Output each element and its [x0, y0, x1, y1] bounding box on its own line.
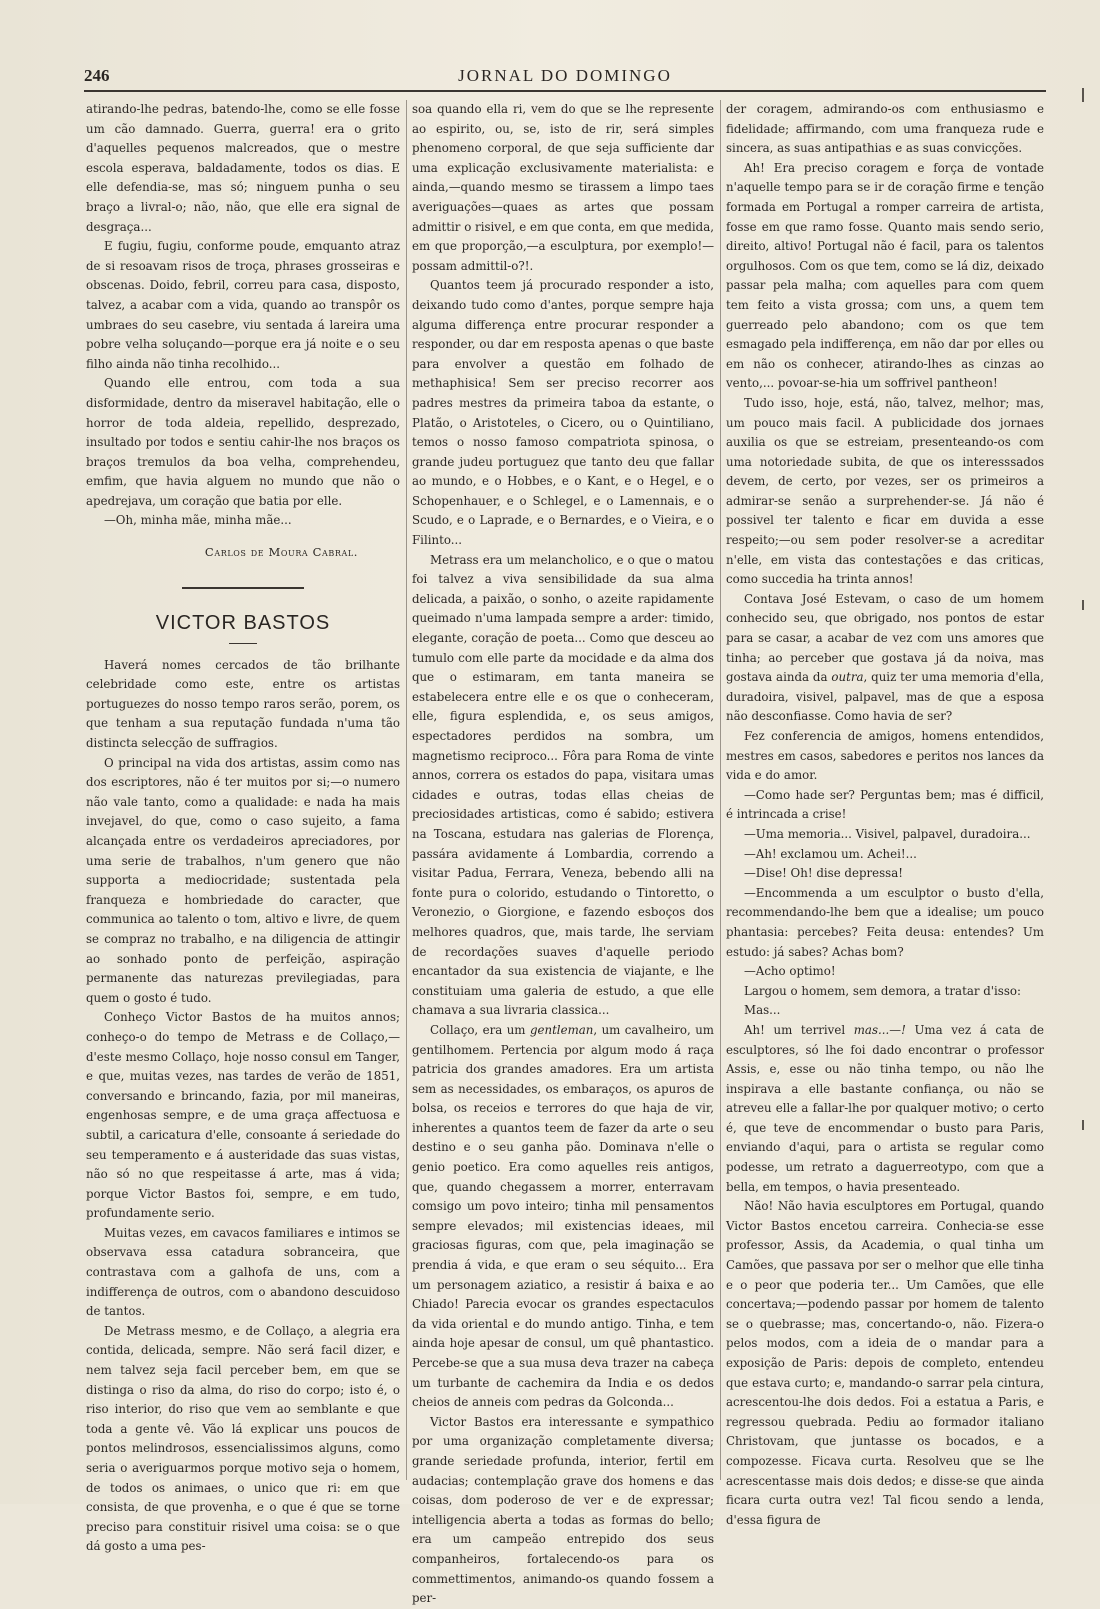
paragraph: Muitas vezes, em cavacos familiares e intimos se observava essa catadura sobranceira, que contrastava com a galhofa de uns, com a indifferença de outros, com o abandono descuidoso de tantos. [86, 1225, 400, 1319]
paragraph: —Ah! exclamou um. Achei!... [744, 846, 917, 861]
margin-mark [1082, 88, 1084, 102]
paragraph: Contava José Estevam, o caso de um homem conhecido seu, que obrigado, nos pontos de estar para se casar, a acabar de vez com uns amores que tinha; ao perceber que gostava já da noiva, mas gostava ainda da outra, quiz ter uma memoria d'ella, duradoira, visivel, palpavel, mas de que a esposa não desconfiasse. Como havia de ser? [726, 591, 1044, 724]
emphasis: mas...—! [853, 1022, 906, 1037]
paragraph: Ah! Era preciso coragem e força de vontade n'aquelle tempo para se ir de coração firme e tenção formada em Portugal a romper carreira de artista, fosse em que ramo fosse. Quanto mais sendo serio, direito, altivo! Portugal não é facil, para os talentos orgulhosos. Com os que tem, como se lá diz, deixado passar pela malha; com aquelles para com quem tem feito a vista grossa; com uns, a quem tem guerreado pelo abandono; com os que tem esmagado pela indifferença, em não dar por elles ou em não os conhecer, atirando-lhes as cinzas ao vento,... povoar-se-hia um soffrivel pantheon! [726, 160, 1044, 391]
margin-mark [1082, 600, 1084, 610]
paragraph: —Dise! Oh! dise depressa! [744, 866, 904, 881]
running-header [84, 66, 1046, 88]
paragraph: —Oh, minha mãe, minha mãe... [104, 513, 292, 528]
paragraph: E fugiu, fugiu, conforme poude, emquanto atraz de si resoavam risos de troça, phrases grosseiras e obscenas. Doido, febril, correu para casa, disposto, talvez, a acabar com a vida, quando ao transpôr os umbraes do seu casebre, viu sentada á lareira uma pobre velha soluçando—porque era já noite e o seu filho ainda não tinha recolhido... [86, 239, 400, 371]
paragraph: De Metrass mesmo, e de Collaço, a alegria era contida, delicada, sempre. Não será facil dizer, e nem talvez seja facil perceber bem, em que se distinga o riso da alma, do riso do corpo; isto é, o riso interior, do riso que vem ao semblante e que toda a gente vê. Vão lá explicar uns poucos de pontos melindrosos, essencialissimos alguns, como seria o averiguarmos porque motivo seja o homem, de todos os animaes, o unico que ri: em que consista, de que provenha, e o que é que se torne preciso para constituir risivel uma coisa: se o que dá gosto a uma pes- [86, 1323, 400, 1554]
paragraph: Mas... [744, 1003, 781, 1018]
text-column-2 [412, 100, 714, 1606]
paragraph: —Como hade ser? Perguntas bem; mas é difficil, é intrincada a crise! [726, 787, 1044, 822]
paragraph: Collaço, era um gentleman, um cavalheiro, um gentilhomem. Pertencia por algum modo á raça patricia dos grandes amadores. Era um artista sem as necessidades, os embaraços, os apuros de bolsa, os receios e terrores do que haja de vir, inherentes a quantos teem de fazer da arte o seu destino e o seu ganha pão. Dominava n'elle o genio poetico. Era como aquelles reis antigos, que, quando chegassem a morrer, enterravam comsigo um povo inteiro; tinha mil pensamentos sempre elevados; mil existencias ideaes, mil graciosas figuras, com que, pela imaginação se prendia á vida, e que eram o seu séquito... Era um personagem aziatico, a resistir á baixa e ao Chiado! Parecia evocar os grandes espectaculos da vida oriental e do mundo antigo. Tinha, e tem ainda hoje apesar de consul, um quê phantastico. Percebe-se que a sua musa deva trazer na cabeça um turbante de cachemira da India e os dedos cheios de anneis com pedras da Golconda... [412, 1022, 714, 1410]
paragraph: Tudo isso, hoje, está, não, talvez, melhor; mas, um pouco mais facil. A publicidade dos jornaes auxilia os que se estreiam, presenteando-os com uma notoriedade subita, de que os interesssados devem, de certo, por vezes, ser os primeiros a admirar-se senão a surprehender-se. Já não é possivel ter talento e ficar em duvida a esse respeito;—ou sem poder resolver-se a acreditar n'elle, em vista das contestações e das criticas, como succedia ha trinta annos! [726, 395, 1044, 587]
paragraph: Quando elle entrou, com toda a sua disformidade, dentro da miseravel habitação, elle o horror de toda aldeia, repellido, desprezado, insultado por todos e sentiu cahir-lhe nos braços os braços tremulos da boa velha, comprehendeu, emfim, que havia alguem no mundo que não o apedrejava, um coração que batia por elle. [86, 376, 400, 508]
author-signature: Carlos de Moura Cabral. [204, 545, 358, 560]
article-title: VICTOR BASTOS [155, 611, 331, 634]
title-dash [229, 643, 257, 644]
column-divider [720, 100, 721, 1480]
journal-title: JORNAL DO DOMINGO [458, 66, 672, 85]
paragraph: Conheço Victor Bastos de ha muitos annos; conheço-o do tempo de Metrass e de Collaço,—d'este mesmo Collaço, hoje nosso consul em Tanger, e que, muitas vezes, nas tardes de verão de 1851, conversando e brincando, fazia, por mil maneiras, engenhosas sempre, e de uma graça affectuosa e subtil, a caricatura d'elle, consoante á seriedade do seu temperamento e á austeridade das suas vistas, não só no que respeitasse á arte, mas á vida; porque Victor Bastos foi, sempre, e em tudo, profundamente serio. [86, 1010, 400, 1221]
paragraph: Ah! um terrivel mas...—! Uma vez á cata de esculptores, só lhe foi dado encontrar o professor Assis, e, esse ou não tinha tempo, ou não lhe inspirava a elle bastante confiança, ou não se atreveu elle a fallar-lhe por qualquer motivo; o certo é, que teve de encommendar o busto para Paris, enviando d'aqui, para o artista se regular como podesse, um retrato a daguerreotypo, com que a bella, em tempos, o havia presenteado. [726, 1022, 1044, 1194]
emphasis: outra [831, 670, 864, 685]
paragraph: atirando-lhe pedras, batendo-lhe, como se elle fosse um cão damnado. Guerra, guerra! era o grito d'aquelles pequenos malcreados, que o mestre escola esperava, baldadamente, todos os dias. E elle defendia-se, mas só; ninguem punha o seu braço a livral-o; não, não, que elle era signal de desgraça... [86, 102, 400, 234]
paragraph: Haverá nomes cercados de tão brilhante celebridade como este, entre os artistas portuguezes do nosso tempo raros serão, porem, os que tenham a sua reputação fundada n'uma tão distincta selecção de suffragios. [86, 657, 400, 751]
text-column-1 [86, 100, 400, 1554]
paragraph: Fez conferencia de amigos, homens entendidos, mestres em casos, sabedores e peritos nos lances da vida e do amor. [726, 729, 1044, 783]
paragraph: soa quando ella ri, vem do que se lhe represente ao espirito, ou, se, isto de rir, será simples phenomeno corporal, de que seja sufficiente dar uma explicação exclusivamente materialista: e ainda,—quando mesmo se tirassem a limpo taes averiguações—quaes as artes que possam admittir o risivel, e em que conta, em que medida, em que proporção,—a esculptura, por exemplo!—possam admittil-o?!. [412, 102, 714, 273]
paragraph: —Uma memoria... Visivel, palpavel, duradoira... [744, 826, 1031, 841]
paragraph: —Encommenda a um esculptor o busto d'ella, recommendando-lhe bem que a idealise; um pouco phantasia: percebes? Feita deusa: entendes? Um estudo: já sabes? Achas bom? [726, 885, 1044, 959]
emphasis: gentleman [529, 1022, 594, 1037]
text-column-3 [726, 100, 1044, 1527]
paragraph: Victor Bastos era interessante e sympathico por uma organização completamente diversa; grande seriedade profunda, interior, fertil em audacias; contemplação grave dos homens e das coisas, dom poderoso de ver e de expressar; intelligencia aberta a todas as formas do bello; era um campeão entrepido dos seus companheiros, fortalecendo-os para os commettimentos, animando-os quando fossem a per- [412, 1414, 714, 1606]
paragraph: Metrass era um melancholico, e o que o matou foi talvez a viva sensibilidade da sua alma delicada, a paixão, o sonho, o azeite rapidamente queimado n'uma lampada sempre a arder: timido, elegante, coração de poeta... Como que desceu ao tumulo com elle parte da mocidade e da alma dos que o estimaram, em tanta maneira se estabelecera entre elle e os que o conheceram, elle, figura esplendida, e, os seus amigos, espectadores perdidos na sombra, um magnetismo reciproco... Fôra para Roma de vinte annos, correra os estados do papa, visitara umas cidades e outras, todas ellas cheias de preciosidades artisticas, como é sabido; estivera na Toscana, estudara nas galerias de Florença, passára avidamente á Lombardia, correndo a visitar Padua, Ferrara, Veneza, bebendo alli na fonte pura o colorido, estudando o Tintoretto, o Veronezio, o Giorgione, e fazendo esboços dos melhores quadros, que, mais tarde, lhe serviam de recordações suaves d'aquelle periodo encantador da sua existencia de viajante, e lhe constituiam uma galeria de estudo, a que elle chamava a sua livraria classica... [412, 552, 714, 1018]
page-number: 246 [84, 66, 110, 85]
paragraph: der coragem, admirando-os com enthusiasmo e fidelidade; affirmando, com uma franqueza rude e sincera, as suas antipathias e as suas convicções. [726, 102, 1044, 156]
header-rule [84, 90, 1046, 92]
paragraph: O principal na vida dos artistas, assim como nas dos escriptores, não é ter muitos por si;—o numero não vale tanto, como a qualidade: e nada ha mais invejavel, do que, como o caso sujeito, a fama alcançada entre os verdadeiros apreciadores, por uma serie de trabalhos, n'um genero que não supporta a mediocridade; sustentada pela franqueza e hombriedade do caracter, que communica ao talento o tom, altivo e livre, de quem se compraz no trabalho, e na diligencia de attingir ao sonhado ponto de perfeição, aspiração permanente das naturezas previlegiadas, para quem o gosto é tudo. [86, 755, 400, 1005]
column-divider [406, 100, 407, 1480]
margin-mark [1082, 1120, 1084, 1130]
paragraph: Não! Não havia esculptores em Portugal, quando Victor Bastos encetou carreira. Conhecia-se esse professor, Assis, da Academia, o qual tinha um Camões, que passava por ser o melhor que elle tinha e o peor que poderia ter... Um Camões, que elle concertava;—podendo passar por homem de talento se o quebrasse; mas, concertando-o, não. Fizera-o pelos modos, com a ideia de o mandar para a exposição de Paris: depois de completo, entendeu que estava curto; e, mandando-o sarrar pela cintura, acrescentou-lhe dois dedos. Foi a estatua a Paris, e regressou quebrada. Pediu ao formador italiano Christovam, que juntasse os bocados, e a compozesse. Ficava curta. Resolveu que se lhe acrescentasse mais dois dedos; e disse-se que ainda ficara curta outra vez! Tal ficou sendo a lenda, d'essa figura de [726, 1199, 1044, 1527]
paragraph: Largou o homem, sem demora, a tratar d'isso: [744, 983, 1021, 998]
paragraph: —Acho optimo! [744, 964, 836, 979]
paragraph: Quantos teem já procurado responder a isto, deixando tudo como d'antes, porque sempre haja alguma differença entre procurar responder a responder, ou dar em resposta apenas o que baste para envolver a questão em folhado de methaphisica! Sem ser preciso recorrer aos padres mestres da primeira taboa da estante, o Platão, o Aristoteles, o Cicero, ou o Quintiliano, temos o nosso famoso compatriota spinosa, o grande judeu portuguez que tanto deu que fallar ao mundo, e o Hobbes, e o Kant, e o Hegel, e o Schopenhauer, e o Schlegel, e o Lamennais, e o Scudo, e o Laprade, e o Bernardes, e o Vieira, e o Filinto... [412, 278, 714, 548]
article-separator [182, 587, 304, 589]
